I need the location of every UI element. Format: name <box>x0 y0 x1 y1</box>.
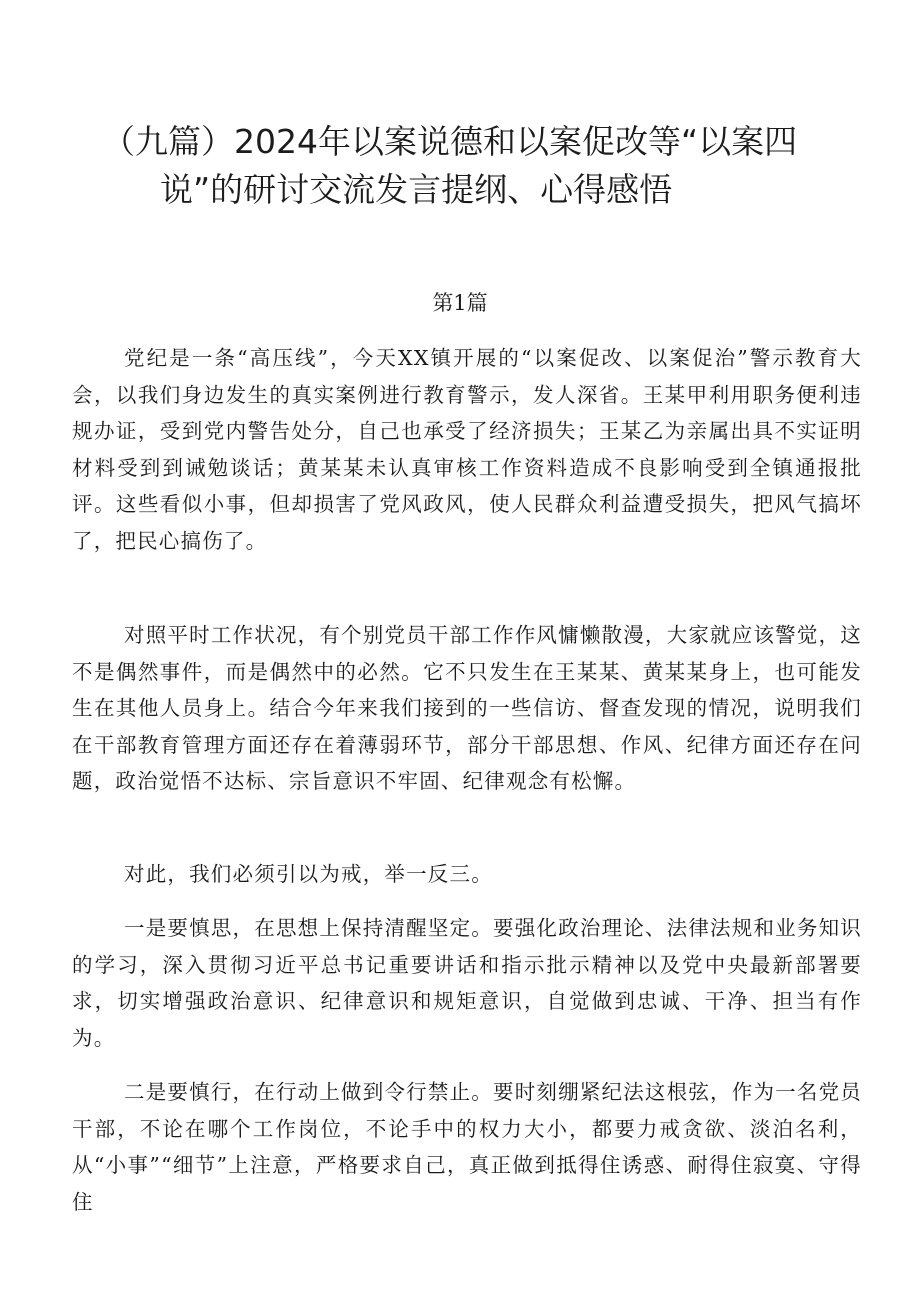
paragraph-3: 对此，我们必须引以为戒，举一反三。 <box>124 862 493 886</box>
section-heading: 第1篇 <box>432 291 488 315</box>
paragraph-5: 二是要慎行，在行动上做到令行禁止。要时刻绷紧纪法这根弦，作为一名党员干部，不论在哪个工作岗位，不论手中的权力大小，都要力戒贪欲、淡泊名利，从“小事”“细节”上注意，严格要求自己，真正做到抵得住诱惑、耐得住寂寞、守得住 <box>72 1080 862 1214</box>
paragraph-2: 对照平时工作状况，有个别党员干部工作作风慵懒散漫，大家就应该警觉，这不是偶然事件，而是偶然中的必然。它不只发生在王某某、黄某某身上，也可能发生在其他人员身上。结合今年来我们接到的一些信访、督查发现的情况，说明我们在干部教育管理方面还存在着薄弱环节，部分干部思想、作风、纪律方面还存在问题，政治觉悟不达标、宗旨意识不牢固、纪律观念有松懈。 <box>72 623 862 794</box>
paragraph-4: 一是要慎思，在思想上保持清醒坚定。要强化政治理论、法律法规和业务知识的学习，深入贯彻习近平总书记重要讲话和指示批示精神以及党中央最新部署要求，切实增强政治意识、纪律意识和规矩意识，自觉做到忠诚、干净、担当有作为。 <box>72 916 862 1050</box>
document-title-line-1: （九篇）2024年以案说德和以案促改等“以案四 <box>102 122 798 161</box>
document-title-line-2: 说”的研讨交流发言提纲、心得感悟 <box>160 170 673 209</box>
paragraph-1: 党纪是一条“高压线”，今天XX镇开展的“以案促改、以案促治”警示教育大会，以我们身边发生的真实案例进行教育警示，发人深省。王某甲利用职务便利违规办证，受到党内警告处分，自己也承受了经济损失；王某乙为亲属出具不实证明材料受到到诫勉谈话；黄某某未认真审核工作资料造成不良影响受到全镇通报批评。这些看似小事，但却损害了党风政风，使人民群众利益遭受损失，把风气搞坏了，把民心搞伤了。 <box>72 346 862 553</box>
